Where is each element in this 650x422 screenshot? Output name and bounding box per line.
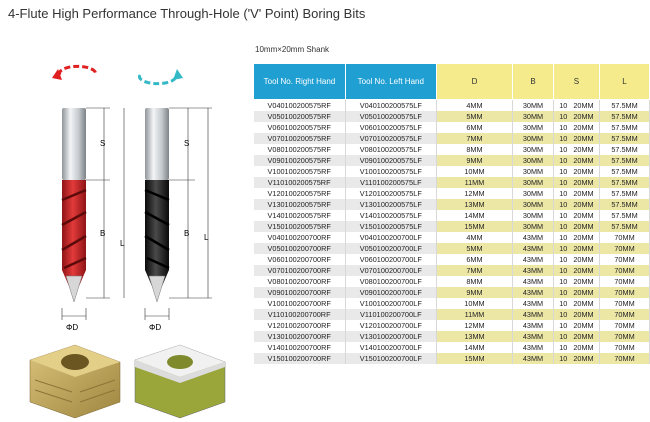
cell-left-hand: V140100200575LF	[345, 210, 436, 221]
cell-b: 30MM	[513, 111, 554, 122]
cell-b: 30MM	[513, 133, 554, 144]
table-header-row	[254, 64, 650, 100]
cell-s-length: 20MM	[573, 310, 594, 319]
cell-s-shank: 10	[559, 211, 568, 220]
cell-s-shank: 10	[559, 299, 568, 308]
cell-left-hand: V110100200575LF	[345, 177, 436, 188]
chipboard-block-sample	[135, 345, 225, 418]
cell-b: 30MM	[513, 100, 554, 112]
cell-s-shank: 10	[559, 222, 568, 231]
table-row	[254, 331, 650, 342]
cell-s-shank: 10	[559, 266, 568, 275]
cell-l: 57.5MM	[600, 122, 650, 133]
cell-d: 10MM	[436, 166, 512, 177]
cell-d: 6MM	[436, 122, 512, 133]
cell-l: 57.5MM	[600, 144, 650, 155]
cell-l: 70MM	[600, 309, 650, 320]
wood-block-sample	[30, 345, 120, 418]
cell-b: 43MM	[513, 298, 554, 309]
table-row	[254, 254, 650, 265]
cell-right-hand: V120100200575RF	[254, 188, 346, 199]
cell-l: 70MM	[600, 276, 650, 287]
cell-s	[553, 298, 599, 309]
cell-s-length: 20MM	[573, 134, 594, 143]
cell-s-shank: 10	[559, 123, 568, 132]
cell-right-hand: V140100200575RF	[254, 210, 346, 221]
left-dim-b-label: B	[184, 229, 190, 238]
cell-s-length: 20MM	[573, 277, 594, 286]
cell-s	[553, 331, 599, 342]
cell-d: 4MM	[436, 232, 512, 243]
cell-left-hand: V110100200700LF	[345, 309, 436, 320]
cell-right-hand: V150100200700RF	[254, 353, 346, 364]
cell-d: 11MM	[436, 309, 512, 320]
cell-s-shank: 10	[559, 244, 568, 253]
cell-s-length: 20MM	[573, 343, 594, 352]
cell-l: 70MM	[600, 320, 650, 331]
cell-l: 70MM	[600, 298, 650, 309]
cell-s	[553, 265, 599, 276]
cell-s-shank: 10	[559, 321, 568, 330]
table-row	[254, 111, 650, 122]
cell-d: 7MM	[436, 133, 512, 144]
cell-left-hand: V120100200700LF	[345, 320, 436, 331]
cell-right-hand: V130100200575RF	[254, 199, 346, 210]
cell-s-shank: 10	[559, 332, 568, 341]
table-row	[254, 100, 650, 112]
cell-left-hand: V040100200700LF	[345, 232, 436, 243]
cell-left-hand: V060100200575LF	[345, 122, 436, 133]
cell-b: 30MM	[513, 199, 554, 210]
right-dim-b-label: B	[100, 229, 106, 238]
cell-left-hand: V070100200575LF	[345, 133, 436, 144]
cell-b: 43MM	[513, 254, 554, 265]
cell-right-hand: V060100200700RF	[254, 254, 346, 265]
cell-b: 43MM	[513, 265, 554, 276]
cell-s-shank: 10	[559, 255, 568, 264]
cell-right-hand: V070100200575RF	[254, 133, 346, 144]
cell-s	[553, 353, 599, 364]
cell-b: 43MM	[513, 331, 554, 342]
cell-d: 4MM	[436, 100, 512, 112]
cell-right-hand: V080100200700RF	[254, 276, 346, 287]
table-row	[254, 188, 650, 199]
cell-s	[553, 177, 599, 188]
cell-l: 70MM	[600, 232, 650, 243]
right-rotation-arrow-icon	[52, 66, 96, 80]
cell-s-shank: 10	[559, 200, 568, 209]
cell-right-hand: V090100200575RF	[254, 155, 346, 166]
cell-d: 14MM	[436, 342, 512, 353]
right-dim-s-label: S	[100, 139, 106, 148]
cell-s	[553, 221, 599, 232]
cell-l: 57.5MM	[600, 199, 650, 210]
cell-l: 70MM	[600, 254, 650, 265]
cell-l: 70MM	[600, 243, 650, 254]
cell-d: 11MM	[436, 177, 512, 188]
cell-s	[553, 342, 599, 353]
cell-s	[553, 133, 599, 144]
cell-s-length: 20MM	[573, 321, 594, 330]
cell-s-length: 20MM	[573, 200, 594, 209]
cell-l: 70MM	[600, 353, 650, 364]
table-row	[254, 320, 650, 331]
cell-s-shank: 10	[559, 156, 568, 165]
cell-b: 30MM	[513, 155, 554, 166]
header-s: S	[553, 64, 599, 100]
cell-s	[553, 320, 599, 331]
table-row	[254, 166, 650, 177]
cell-d: 13MM	[436, 199, 512, 210]
cell-s-length: 20MM	[573, 156, 594, 165]
cell-b: 30MM	[513, 221, 554, 232]
cell-right-hand: V150100200575RF	[254, 221, 346, 232]
cell-d: 14MM	[436, 210, 512, 221]
cell-b: 30MM	[513, 177, 554, 188]
right-hand-bit	[62, 108, 86, 302]
cell-left-hand: V090100200575LF	[345, 155, 436, 166]
cell-left-hand: V050100200700LF	[345, 243, 436, 254]
cell-left-hand: V100100200700LF	[345, 298, 436, 309]
cell-s-length: 20MM	[573, 101, 594, 110]
cell-d: 5MM	[436, 243, 512, 254]
cell-s-length: 20MM	[573, 244, 594, 253]
cell-s	[553, 243, 599, 254]
cell-s	[553, 199, 599, 210]
cell-b: 30MM	[513, 166, 554, 177]
cell-left-hand: V060100200700LF	[345, 254, 436, 265]
cell-s	[553, 155, 599, 166]
cell-right-hand: V110100200575RF	[254, 177, 346, 188]
cell-d: 6MM	[436, 254, 512, 265]
table-row	[254, 276, 650, 287]
cell-b: 43MM	[513, 232, 554, 243]
right-dim-l-label: L	[120, 239, 125, 248]
cell-right-hand: V040100200700RF	[254, 232, 346, 243]
cell-left-hand: V040100200575LF	[345, 100, 436, 112]
cell-right-hand: V090100200700RF	[254, 287, 346, 298]
left-rotation-arrow-icon	[140, 69, 184, 84]
cell-b: 30MM	[513, 144, 554, 155]
cell-s	[553, 188, 599, 199]
boring-bits-spec-table	[253, 63, 650, 364]
cell-s-length: 20MM	[573, 222, 594, 231]
cell-s-shank: 10	[559, 112, 568, 121]
table-row	[254, 287, 650, 298]
cell-s	[553, 232, 599, 243]
cell-l: 57.5MM	[600, 111, 650, 122]
cell-s	[553, 254, 599, 265]
cell-right-hand: V040100200575RF	[254, 100, 346, 112]
cell-l: 57.5MM	[600, 155, 650, 166]
cell-s-length: 20MM	[573, 167, 594, 176]
boring-bit-illustration	[0, 40, 250, 420]
cell-s	[553, 100, 599, 112]
cell-s-shank: 10	[559, 167, 568, 176]
cell-b: 43MM	[513, 287, 554, 298]
cell-right-hand: V140100200700RF	[254, 342, 346, 353]
cell-left-hand: V150100200575LF	[345, 221, 436, 232]
cell-l: 57.5MM	[600, 221, 650, 232]
cell-left-hand: V080100200575LF	[345, 144, 436, 155]
cell-left-hand: V130100200575LF	[345, 199, 436, 210]
table-row	[254, 353, 650, 364]
cell-b: 43MM	[513, 320, 554, 331]
table-row	[254, 232, 650, 243]
cell-l: 57.5MM	[600, 177, 650, 188]
table-row	[254, 133, 650, 144]
cell-s-shank: 10	[559, 277, 568, 286]
cell-b: 30MM	[513, 188, 554, 199]
cell-left-hand: V080100200700LF	[345, 276, 436, 287]
cell-d: 10MM	[436, 298, 512, 309]
left-dim-d-label: ΦD	[149, 323, 162, 332]
cell-d: 9MM	[436, 155, 512, 166]
cell-s-length: 20MM	[573, 299, 594, 308]
cell-d: 9MM	[436, 287, 512, 298]
cell-d: 13MM	[436, 331, 512, 342]
cell-s-shank: 10	[559, 310, 568, 319]
table-row	[254, 144, 650, 155]
cell-d: 5MM	[436, 111, 512, 122]
cell-s-shank: 10	[559, 134, 568, 143]
cell-left-hand: V140100200700LF	[345, 342, 436, 353]
cell-left-hand: V070100200700LF	[345, 265, 436, 276]
cell-l: 70MM	[600, 342, 650, 353]
cell-s-length: 20MM	[573, 332, 594, 341]
page-title: 4-Flute High Performance Through-Hole ('V' Point) Boring Bits	[8, 6, 366, 21]
header-left-hand: Tool No. Left Hand	[345, 64, 436, 100]
cell-s-shank: 10	[559, 354, 568, 363]
cell-right-hand: V080100200575RF	[254, 144, 346, 155]
cell-right-hand: V110100200700RF	[254, 309, 346, 320]
cell-s-length: 20MM	[573, 288, 594, 297]
table-row	[254, 221, 650, 232]
header-d: D	[436, 64, 512, 100]
table-row	[254, 199, 650, 210]
cell-right-hand: V050100200575RF	[254, 111, 346, 122]
table-row	[254, 210, 650, 221]
cell-s	[553, 309, 599, 320]
cell-left-hand: V100100200575LF	[345, 166, 436, 177]
cell-b: 43MM	[513, 243, 554, 254]
cell-s-length: 20MM	[573, 189, 594, 198]
cell-s	[553, 287, 599, 298]
cell-s-shank: 10	[559, 178, 568, 187]
table-row	[254, 342, 650, 353]
cell-b: 43MM	[513, 309, 554, 320]
header-b: B	[513, 64, 554, 100]
cell-s-length: 20MM	[573, 354, 594, 363]
right-dim-d-label: ΦD	[66, 323, 79, 332]
left-dim-l-label: L	[204, 233, 209, 242]
cell-s	[553, 210, 599, 221]
table-row	[254, 155, 650, 166]
cell-l: 70MM	[600, 287, 650, 298]
cell-s-shank: 10	[559, 233, 568, 242]
cell-b: 43MM	[513, 353, 554, 364]
cell-s-length: 20MM	[573, 112, 594, 121]
left-dim-s-label: S	[184, 139, 190, 148]
cell-d: 8MM	[436, 276, 512, 287]
cell-right-hand: V050100200700RF	[254, 243, 346, 254]
cell-s-length: 20MM	[573, 123, 594, 132]
cell-l: 57.5MM	[600, 133, 650, 144]
cell-left-hand: V050100200575LF	[345, 111, 436, 122]
cell-d: 15MM	[436, 353, 512, 364]
cell-l: 57.5MM	[600, 210, 650, 221]
cell-left-hand: V150100200700LF	[345, 353, 436, 364]
cell-s-shank: 10	[559, 288, 568, 297]
cell-l: 57.5MM	[600, 188, 650, 199]
header-l: L	[600, 64, 650, 100]
cell-s	[553, 144, 599, 155]
cell-s-shank: 10	[559, 101, 568, 110]
cell-l: 70MM	[600, 265, 650, 276]
cell-b: 30MM	[513, 122, 554, 133]
table-row	[254, 265, 650, 276]
cell-right-hand: V100100200575RF	[254, 166, 346, 177]
cell-d: 12MM	[436, 188, 512, 199]
cell-s	[553, 276, 599, 287]
cell-d: 15MM	[436, 221, 512, 232]
cell-l: 57.5MM	[600, 166, 650, 177]
cell-s-length: 20MM	[573, 266, 594, 275]
cell-s-length: 20MM	[573, 211, 594, 220]
cell-left-hand: V090100200700LF	[345, 287, 436, 298]
cell-right-hand: V070100200700RF	[254, 265, 346, 276]
left-hand-bit	[145, 108, 169, 302]
cell-l: 57.5MM	[600, 100, 650, 112]
cell-s-shank: 10	[559, 343, 568, 352]
table-row	[254, 309, 650, 320]
cell-s-length: 20MM	[573, 255, 594, 264]
cell-s-shank: 10	[559, 145, 568, 154]
cell-b: 43MM	[513, 276, 554, 287]
cell-s-length: 20MM	[573, 178, 594, 187]
cell-right-hand: V130100200700RF	[254, 331, 346, 342]
cell-d: 8MM	[436, 144, 512, 155]
cell-b: 30MM	[513, 210, 554, 221]
table-row	[254, 122, 650, 133]
cell-b: 43MM	[513, 342, 554, 353]
cell-s-length: 20MM	[573, 233, 594, 242]
header-right-hand: Tool No. Right Hand	[254, 64, 346, 100]
cell-left-hand: V120100200575LF	[345, 188, 436, 199]
cell-d: 12MM	[436, 320, 512, 331]
cell-s-shank: 10	[559, 189, 568, 198]
cell-s-length: 20MM	[573, 145, 594, 154]
table-row	[254, 243, 650, 254]
cell-right-hand: V060100200575RF	[254, 122, 346, 133]
table-row	[254, 177, 650, 188]
table-row	[254, 298, 650, 309]
cell-s	[553, 166, 599, 177]
cell-s	[553, 122, 599, 133]
cell-s	[553, 111, 599, 122]
cell-d: 7MM	[436, 265, 512, 276]
cell-l: 70MM	[600, 331, 650, 342]
cell-right-hand: V100100200700RF	[254, 298, 346, 309]
shank-note: 10mm×20mm Shank	[255, 45, 330, 54]
cell-left-hand: V130100200700LF	[345, 331, 436, 342]
cell-right-hand: V120100200700RF	[254, 320, 346, 331]
